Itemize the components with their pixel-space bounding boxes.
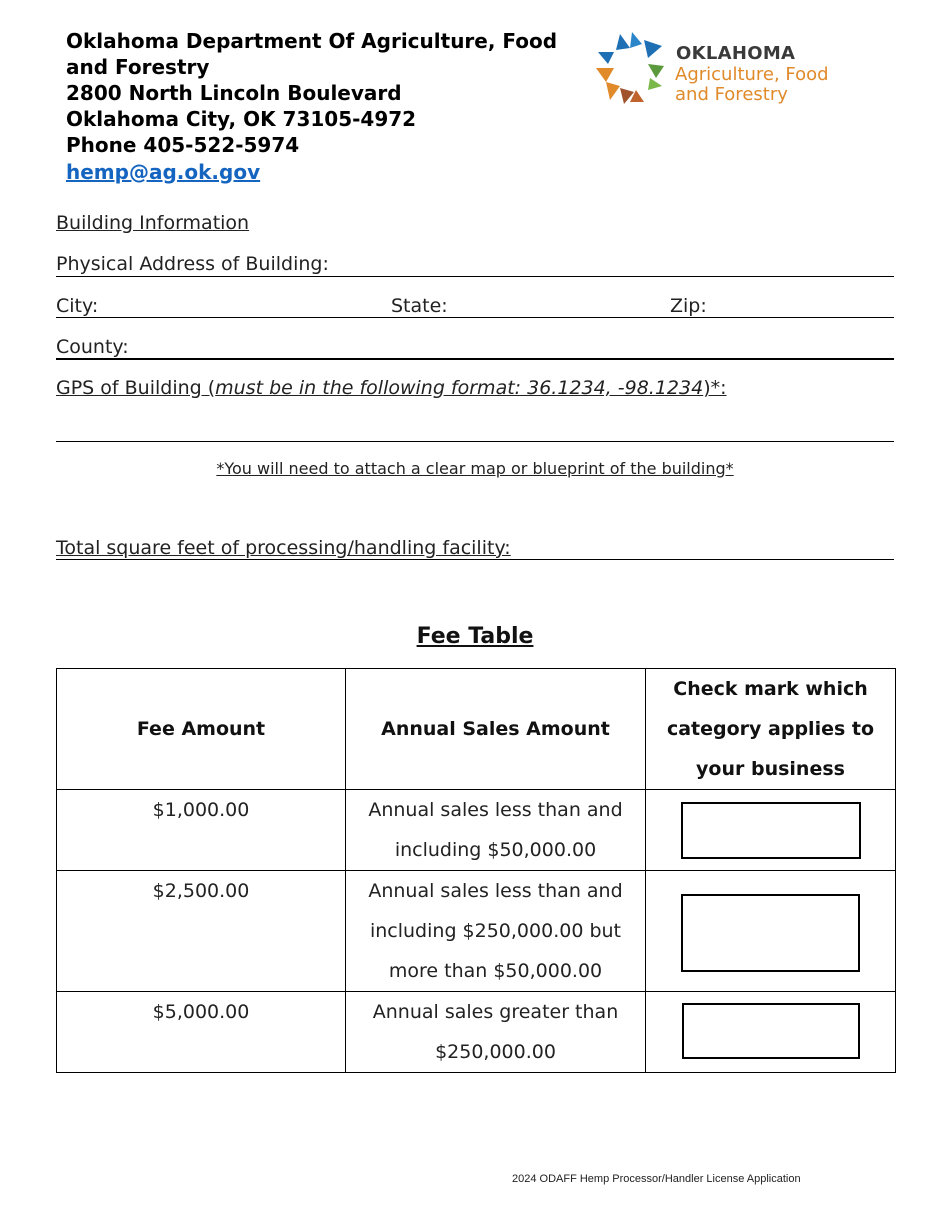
annual-sales-cell: Annual sales less than and including $250,000.00 but more than $50,000.00 (346, 871, 646, 992)
fee-table-title: Fee Table (416, 624, 534, 649)
state-label: State: (391, 295, 448, 317)
annual-sales-cell: Annual sales less than and including $50,000.00 (346, 790, 646, 871)
fee-table-header-row (57, 669, 896, 790)
fee-table (56, 668, 896, 1073)
county-field[interactable] (56, 336, 894, 358)
county-label: County: (56, 336, 129, 358)
physical-address-line (56, 276, 894, 277)
fee-amount-cell: $5,000.00 (57, 992, 346, 1073)
check-category-header: Check mark which category applies to your business (646, 669, 896, 790)
org-line: Oklahoma City, OK 73105-4972 (66, 107, 417, 131)
page-footer: 2024 ODAFF Hemp Processor/Handler License Application (512, 1173, 801, 1185)
table-row (57, 992, 896, 1073)
county-line (56, 358, 894, 360)
logo-title: OKLAHOMA (676, 43, 796, 64)
total-square-feet-label: Total square feet of processing/handling facility: (56, 537, 511, 559)
org-line: and Forestry (66, 55, 210, 79)
org-line: Phone 405-522-5974 (66, 133, 300, 157)
org-line: 2800 North Lincoln Boulevard (66, 81, 402, 105)
gps-entry-line[interactable] (56, 441, 894, 442)
total-square-feet-line[interactable] (56, 559, 894, 560)
table-row (57, 790, 896, 871)
annual-sales-cell: Annual sales greater than $250,000.00 (346, 992, 646, 1073)
checkbox-cell (646, 790, 896, 871)
fee-amount-cell: $2,500.00 (57, 871, 346, 992)
gps-label-start: GPS of Building ( (56, 377, 216, 399)
fee-amount-cell: $1,000.00 (57, 790, 346, 871)
category-checkbox[interactable] (681, 894, 860, 972)
checkbox-cell (646, 871, 896, 992)
logo-subtitle (675, 65, 829, 105)
email-link[interactable]: hemp@ag.ok.gov (66, 160, 261, 184)
gps-label (56, 377, 894, 399)
zip-label: Zip: (670, 295, 707, 317)
table-row (57, 871, 896, 992)
city-label: City: (56, 295, 99, 317)
category-checkbox[interactable] (682, 1003, 860, 1059)
checkbox-cell (646, 992, 896, 1073)
gps-format-example: must be in the following format: 36.1234, -98.1234 (215, 377, 704, 399)
logo-subtitle-line: Agriculture, Food (675, 64, 829, 85)
city-state-zip-line[interactable] (56, 317, 894, 318)
map-attachment-notice: *You will need to attach a clear map or blueprint of the building* (216, 459, 734, 478)
fee-amount-header: Fee Amount (57, 669, 346, 790)
annual-sales-header: Annual Sales Amount (346, 669, 646, 790)
category-checkbox[interactable] (681, 802, 861, 859)
city-state-zip-row (56, 295, 894, 317)
org-line: Oklahoma Department Of Agriculture, Food (66, 29, 558, 53)
gps-label-end: )*: (703, 377, 727, 399)
section-title-building-information: Building Information (56, 212, 250, 234)
physical-address-field[interactable] (56, 253, 894, 275)
logo-subtitle-line: and Forestry (675, 84, 788, 105)
organization-address (66, 28, 566, 158)
physical-address-label: Physical Address of Building: (56, 253, 329, 275)
oklahoma-star-logo-icon (592, 30, 672, 110)
